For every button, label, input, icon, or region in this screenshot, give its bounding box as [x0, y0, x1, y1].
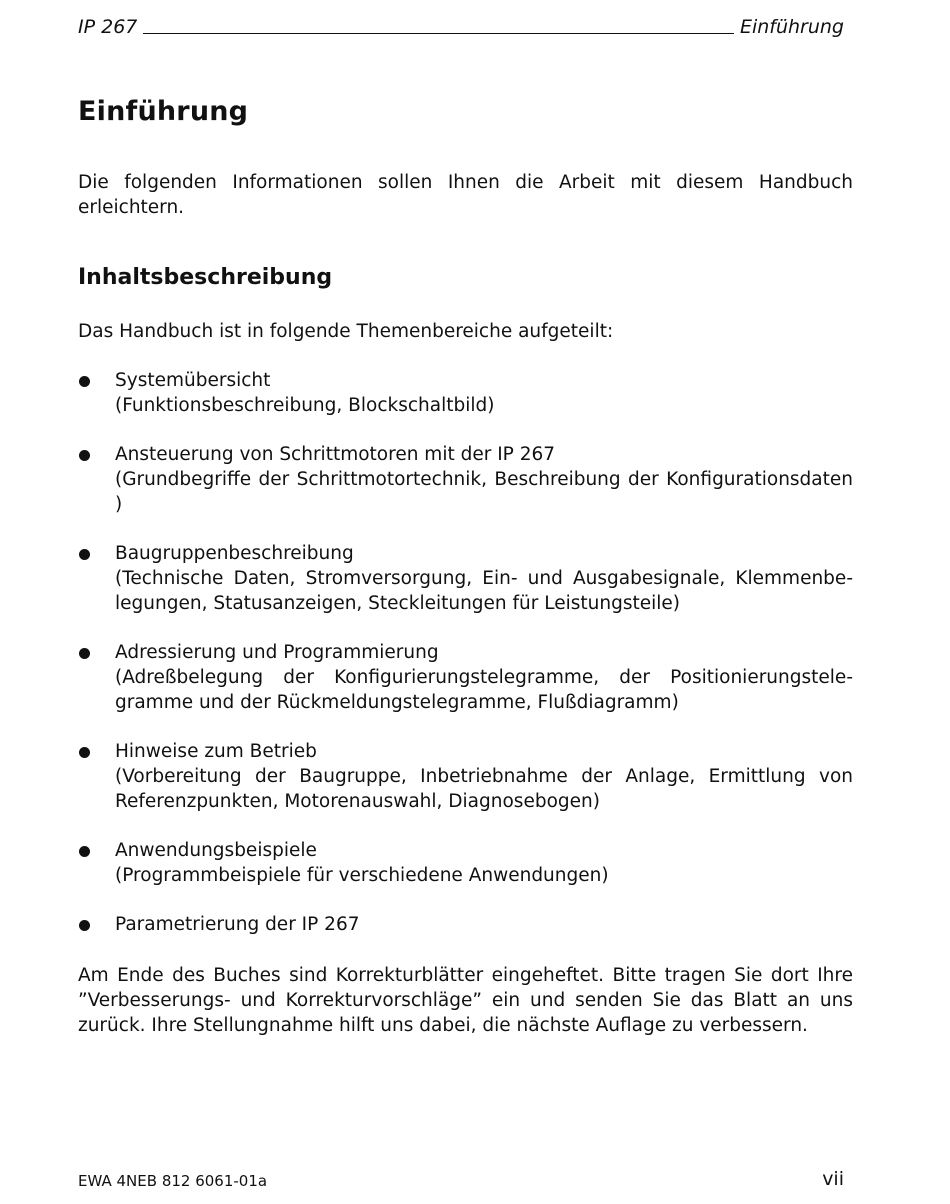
section-title: Inhaltsbeschreibung: [78, 265, 333, 290]
topic-list: [78, 368, 853, 937]
topic-title: Systemübersicht: [115, 370, 271, 391]
bullet-icon: [79, 846, 90, 857]
topic-desc: (Vorbereitung der Baugruppe, Inbetriebnahme der Anlage, Ermittlung von Referenzpunkten, Motorenauswahl, Diagnosebogen): [115, 766, 853, 812]
topic-title: Baugruppenbeschreibung: [115, 543, 354, 564]
topic-title: Hinweise zum Betrieb: [115, 741, 317, 762]
topic-desc: (Programmbeispiele für verschiedene Anwendungen): [115, 865, 609, 886]
header-product: IP 267: [78, 16, 138, 38]
list-item: [78, 838, 853, 888]
bullet-icon: [79, 648, 90, 659]
topic-title: Anwendungsbeispiele: [115, 840, 317, 861]
footer-page-number: vii: [822, 1168, 844, 1190]
topic-title: Adressierung und Programmierung: [115, 642, 439, 663]
bullet-icon: [79, 549, 90, 560]
topic-title: Ansteuerung von Schrittmotoren mit der IP 267: [115, 444, 556, 465]
bullet-icon: [79, 920, 90, 931]
bullet-icon: [79, 376, 90, 387]
list-item: [78, 640, 853, 715]
page-title: Einführung: [78, 96, 249, 127]
topic-desc: (Technische Daten, Stromversorgung, Ein- und Ausgabesignale, Klemmenbelegungen, Statusanzeigen, Steckleitungen für Leistungsteile): [115, 568, 853, 614]
bullet-icon: [79, 450, 90, 461]
bullet-icon: [79, 747, 90, 758]
topic-title: Parametrierung der IP 267: [115, 914, 360, 935]
list-item: [78, 739, 853, 814]
running-header: [78, 8, 844, 38]
list-item: [78, 541, 853, 616]
header-rule: [143, 32, 734, 34]
intro-paragraph: Die folgenden Informationen sollen Ihnen die Arbeit mit diesem Handbuch erleichtern.: [78, 172, 853, 218]
section-intro: Das Handbuch ist in folgende Themenbereiche aufgeteilt:: [78, 321, 614, 342]
list-item: [78, 368, 853, 418]
closing-paragraph: Am Ende des Buches sind Korrekturblätter eingeheftet. Bitte tragen Sie dort Ihre ”Verbesserungs- und Korrekturvorschläge” ein und senden Sie das Blatt an uns zurück. Ihre Stellungnahme hilft uns dabei, die nächste Auflage zu verbessern.: [78, 965, 853, 1036]
topic-desc: (Grundbegriffe der Schrittmotortechnik, Beschreibung der Konfigurationsdaten ): [115, 469, 853, 515]
header-chapter: Einführung: [739, 16, 844, 38]
topic-desc: (Funktionsbeschreibung, Blockschaltbild): [115, 395, 495, 416]
footer-doc-id: EWA 4NEB 812 6061-01a: [78, 1172, 268, 1190]
list-item: [78, 442, 853, 517]
topic-desc: (Adreßbelegung der Konfigurierungstelegramme, der Positionierungstelegramme und der Rückmeldungstelegramme, Flußdiagramm): [115, 667, 853, 713]
list-item: [78, 912, 853, 937]
